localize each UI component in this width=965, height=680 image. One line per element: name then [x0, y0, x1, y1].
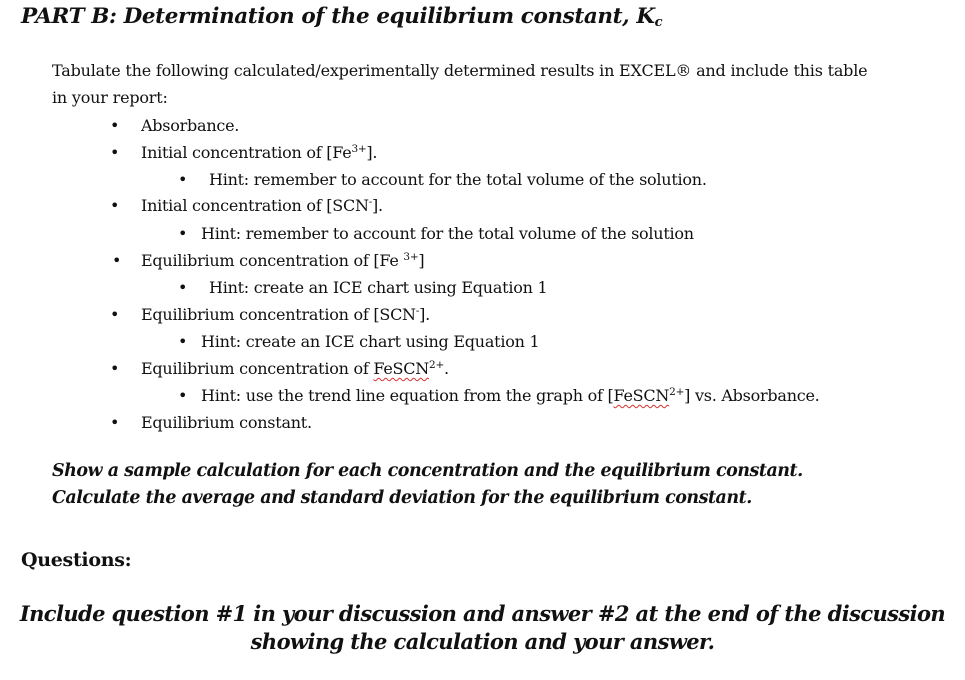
intro-line-2: in your report: [52, 88, 168, 107]
instruction-line-1: Show a sample calculation for each concentration and the equilibrium constant. [52, 461, 803, 481]
closing-line-1: Include question #1 in your discussion and answer #2 at the end of the discussion [19, 601, 946, 626]
list-item-fe-equilibrium: Equilibrium concentration of [Fe $^{3+}$] [141, 251, 425, 270]
heading-k-subscript: c [654, 15, 663, 30]
section-heading [21, 4, 662, 30]
bullet-icon: • [178, 278, 188, 297]
heading-k-symbol: K [636, 4, 655, 29]
questions-heading: Questions: [21, 549, 132, 571]
heading-text: PART B: Determination of the equilibrium constant, [21, 4, 637, 29]
bullet-icon: • [110, 413, 120, 432]
closing-line-2: showing the calculation and your answer. [250, 629, 715, 654]
bullet-icon: • [110, 116, 120, 135]
hint-fescn-equilibrium: Hint: use the trend line equation from the graph of [FeSCN$^{2+}$] vs. Absorbance. [201, 386, 820, 405]
list-item-equilibrium-constant: Equilibrium constant. [141, 413, 312, 432]
bullet-icon: • [110, 143, 120, 162]
bullet-icon: • [178, 224, 188, 243]
hint-scn-initial: Hint: remember to account for the total volume of the solution [201, 224, 694, 243]
list-item-scn-initial: Initial concentration of [SCN-]. [141, 196, 383, 215]
bullet-icon: • [110, 305, 120, 324]
intro-line-1: Tabulate the following calculated/experimentally determined results in EXCEL® and include this table [52, 61, 868, 80]
spellcheck-underlined-word[interactable]: FeSCN [613, 386, 670, 405]
hint-fe-equilibrium: Hint: create an ICE chart using Equation 1 [209, 278, 548, 297]
spellcheck-underlined-word[interactable]: FeSCN [373, 359, 430, 378]
instruction-line-2: Calculate the average and standard deviation for the equilibrium constant. [52, 488, 752, 508]
bullet-icon: • [110, 196, 120, 215]
hint-fe-initial: Hint: remember to account for the total volume of the solution. [209, 170, 707, 189]
bullet-icon: • [178, 170, 188, 189]
hint-scn-equilibrium: Hint: create an ICE chart using Equation 1 [201, 332, 540, 351]
list-item-fescn-equilibrium: Equilibrium concentration of FeSCN$^{2+}$. [141, 359, 449, 378]
bullet-icon: • [178, 386, 188, 405]
bullet-icon: • [110, 359, 120, 378]
bullet-icon: • [178, 332, 188, 351]
list-item-absorbance: Absorbance. [141, 116, 240, 135]
bullet-icon: • [112, 251, 122, 270]
list-item-scn-equilibrium: Equilibrium concentration of [SCN-]. [141, 305, 430, 324]
list-item-fe-initial: Initial concentration of $[Fe^{3+}]$. [141, 143, 378, 162]
